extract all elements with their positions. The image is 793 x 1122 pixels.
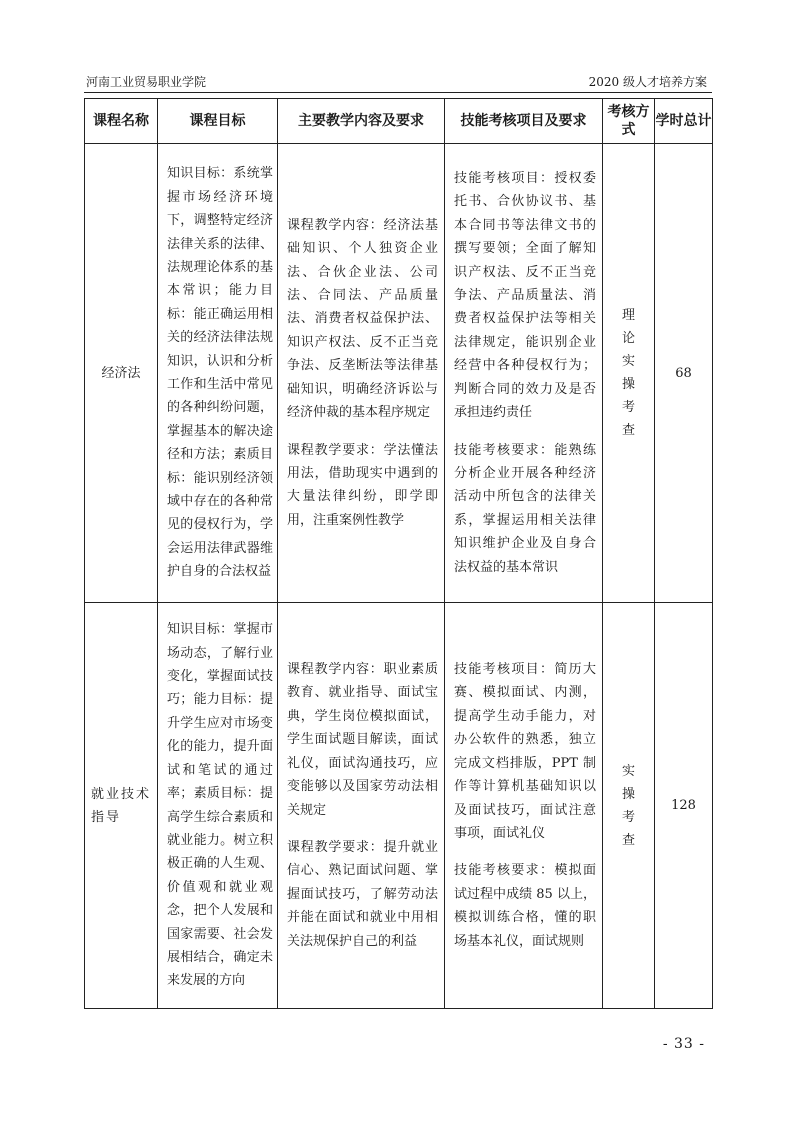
skill-reqs-paragraph: 技能考核要求：模拟面试过程中成绩 85 以上，模拟训练合格，懂的职场基本礼仪，面试规则 (454, 863, 596, 949)
table-row (85, 144, 713, 603)
teaching-content (278, 603, 445, 1009)
total-hours: 68 (655, 144, 713, 603)
curriculum-table (84, 98, 713, 1009)
table-row (85, 603, 713, 1009)
requirement-paragraph: 课程教学要求：学法懂法用法，借助现实中遇到的大量法律纠纷，即学即用，注重案例性教学 (287, 442, 438, 528)
header-course-name: 课程名称 (85, 99, 158, 144)
header-course-goal: 课程目标 (158, 99, 278, 144)
teaching-content (278, 144, 445, 603)
course-goal: 知识目标：系统掌握市场经济环境下，调整特定经济法律关系的法律、法规理论体系的基本常识；能力目标：能正确运用相关的经济法律法规知识，认识和分析工作和生活中常见的各种纠纷问题，掌握基本的解决途径和方法；素质目标：能识别经济领域中存在的各种常见的侵权行为，学会运用法律武器维护自身的合法权益 (158, 144, 278, 603)
skill-assessment (445, 603, 603, 1009)
exam-method: 实操考查 (603, 603, 655, 1009)
skill-reqs-paragraph: 技能考核要求：能熟练分析企业开展各种经济活动中所包含的法律关系，掌握运用相关法律知识维护企业及自身合法权益的基本常识 (454, 442, 596, 575)
skill-items-paragraph: 技能考核项目：简历大赛、模拟面试、内测，提高学生动手能力，对办公软件的熟悉，独立完成文档排版，PPT 制作等计算机基础知识以及面试技巧，面试注意事项，面试礼仪 (454, 662, 596, 841)
exam-method: 理论实操考查 (603, 144, 655, 603)
skill-assessment (445, 144, 603, 603)
course-goal: 知识目标：掌握市场动态，了解行业变化，掌握面试技巧；能力目标：提升学生应对市场变化的能力，提升面试和笔试的通过率；素质目标：提高学生综合素质和就业能力。树立积极正确的人生观、价值观和就业观念，把个人发展和国家需要、社会发展相结合，确定未来发展的方向 (158, 603, 278, 1009)
header-divider (84, 92, 712, 93)
header-school: 河南工业贸易职业学院 (86, 75, 207, 89)
header-skill-assessment: 技能考核项目及要求 (445, 99, 603, 144)
header-doc-title: 2020 级人才培养方案 (588, 75, 707, 89)
content-paragraph: 课程教学内容：经济法基础知识、个人独资企业法、合伙企业法、公司法、合同法、产品质量法、消费者权益保护法、知识产权法、反不正当竞争法、反垄断法等法律基础知识，明确经济诉讼与经济仲裁的基本程序规定 (287, 217, 438, 421)
header-content: 主要教学内容及要求 (278, 99, 445, 144)
course-name: 经济法 (85, 144, 158, 603)
page-number: - 33 - (662, 1036, 705, 1052)
content-paragraph: 课程教学内容：职业素质教育、就业指导、面试宝典，学生岗位模拟面试，学生面试题目解读，面试礼仪，面试沟通技巧，应变能够以及国家劳动法相关规定 (287, 662, 438, 818)
total-hours: 128 (655, 603, 713, 1009)
skill-items-paragraph: 技能考核项目：授权委托书、合伙协议书、基本合同书等法律文书的撰写要领；全面了解知识产权法、反不正当竞争法、产品质量法、消费者权益保护法等相关法律规定，能识别企业经营中各种侵权行为；判断合同的效力及是否承担违约责任 (454, 171, 596, 421)
requirement-paragraph: 课程教学要求：提升就业信心、熟记面试问题、掌握面试技巧，了解劳动法并能在面试和就业中用相关法规保护自己的利益 (287, 839, 438, 949)
header-total-hours: 学时总计 (655, 99, 713, 144)
header-exam-method: 考核方式 (603, 99, 655, 144)
course-name: 就业技术指导 (85, 603, 158, 1009)
table-header-row (85, 99, 713, 144)
